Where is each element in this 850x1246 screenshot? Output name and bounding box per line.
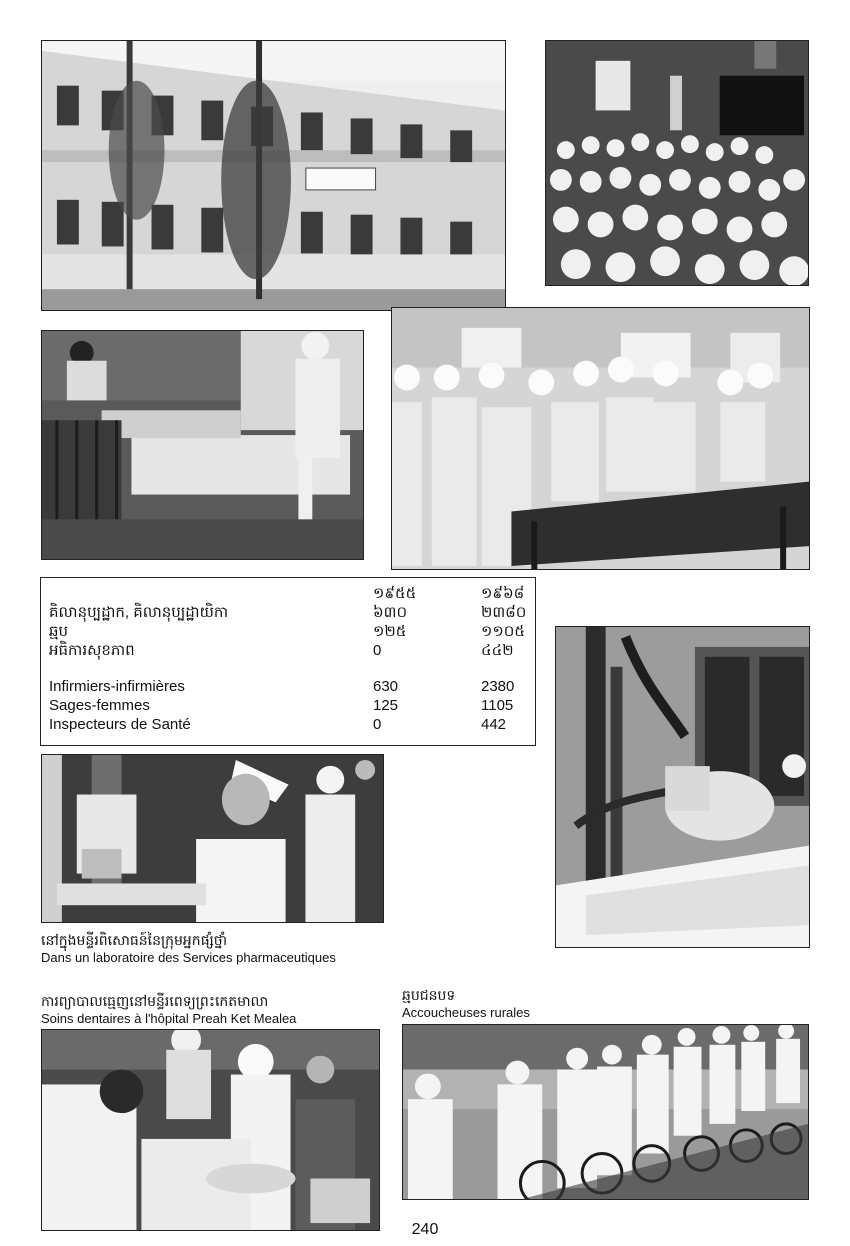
year-header-row [41, 584, 535, 603]
value-1955: 630 [373, 678, 399, 695]
value-1968: 2380 [481, 678, 515, 695]
staff-statistics-table [40, 577, 536, 746]
table-row [41, 696, 535, 715]
photo-rural-midwives [402, 1024, 809, 1200]
table-row [41, 641, 535, 660]
year-header-1968: ១៩៦៨ [481, 585, 525, 602]
value-1968: ៤៤២ [481, 642, 514, 659]
year-header-1955: ១៩៥៥ [373, 585, 417, 602]
value-1968: ២៣៨០ [481, 604, 527, 621]
value-1968: 1105 [481, 697, 514, 714]
row-label: Sages-femmes [49, 697, 150, 714]
row-label: អធិការសុខភាព [49, 642, 135, 659]
table-row [41, 715, 535, 734]
photo-pharmacy-lab [41, 754, 384, 923]
pharmacy-caption-french: Dans un laboratoire des Services pharmaceutiques [41, 950, 336, 965]
table-row [41, 603, 535, 622]
page-number: 240 [411, 1221, 439, 1238]
dental-caption-french: Soins dentaires à l'hôpital Preah Ket Mealea [41, 1011, 297, 1026]
value-1955: ១២៥ [373, 623, 407, 640]
row-label: Inspecteurs de Santé [49, 716, 191, 733]
value-1955: 0 [373, 716, 382, 733]
photo-nursing-students [391, 307, 810, 570]
value-1955: ៦៣០ [373, 604, 408, 621]
table-row [41, 622, 535, 641]
photo-hospital-building [41, 40, 506, 311]
photo-xray-machine [555, 626, 810, 948]
row-label: Infirmiers-infirmières [49, 678, 185, 695]
dental-caption-khmer: ការព្យាបាលធ្មេញនៅមន្ទីរពេទ្យព្រះកេតមាលា [41, 993, 269, 1009]
row-label: គិលានុប្បដ្ឋាក, គិលានុប្បដ្ឋាយិកា [49, 604, 229, 621]
rural-caption-french: Accoucheuses rurales [402, 1005, 530, 1020]
photo-dental-care [41, 1029, 380, 1231]
photo-auditorium-students [545, 40, 809, 286]
row-label: ឆ្មប [49, 623, 69, 640]
photo-hospital-ward [41, 330, 364, 560]
value-1968: 442 [481, 716, 507, 733]
value-1968: ១១០៥ [481, 623, 525, 640]
pharmacy-caption-khmer: នៅក្នុងមន្ទីរពិសោធន៍នៃក្រុមអ្នកផ្សំថ្នាំ [41, 932, 228, 948]
value-1955: 125 [373, 697, 399, 714]
table-row [41, 677, 535, 696]
value-1955: 0 [373, 642, 382, 659]
rural-caption-khmer: ឆ្មបជនបទ [402, 987, 456, 1003]
